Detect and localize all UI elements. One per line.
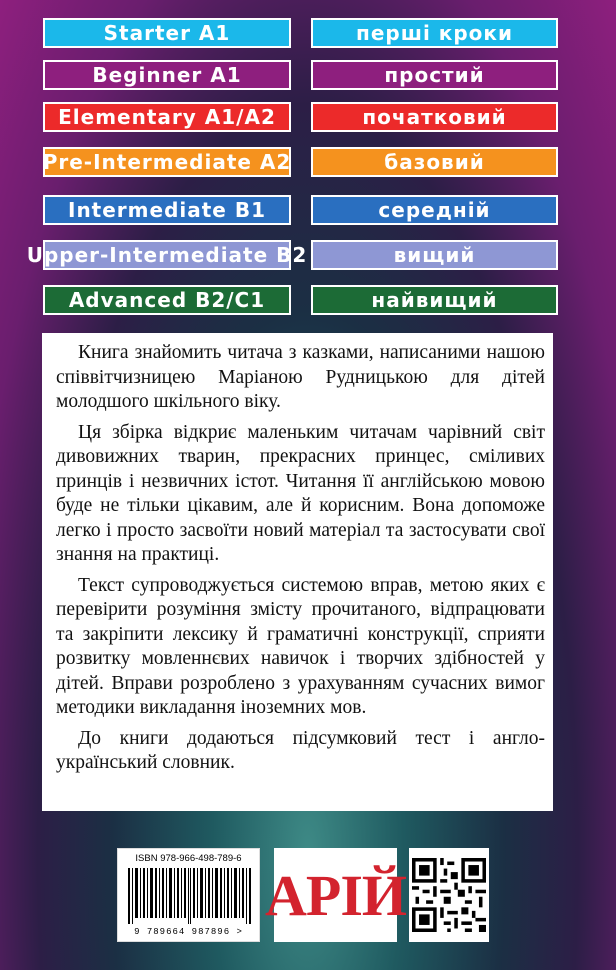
qr-code-icon <box>409 848 489 942</box>
level-label: Intermediate B1 <box>43 195 291 225</box>
description-paragraph: Книга знайомить читача з казками, написаними нашою співвітчизницею Маріаною Рудницькою для дітей молодшого шкільного віку. <box>56 342 545 412</box>
description-paragraph: Текст супроводжується системою вправ, метою яких є перевірити розуміння змісту прочитаного, відпрацювати та закріпити лексику й граматичні конструкції, сприяти розвитку мовленнєвих навичок і творчих здібностей у дітей. Вправи розроблено з урахуванням сучасних вимог методики викладання іноземних мов. <box>56 574 545 718</box>
level-label: Advanced B2/C1 <box>43 285 291 315</box>
book-description <box>42 333 553 811</box>
description-paragraph: До книги додаються підсумковий тест і англо-український словник. <box>56 727 545 773</box>
level-label: Starter A1 <box>43 18 291 48</box>
barcode-number: 9 789664 987896 > <box>134 927 243 937</box>
level-description: найвищий <box>311 285 558 315</box>
back-cover-footer <box>117 848 489 942</box>
publisher-logo-text: АРІЙ <box>265 862 406 928</box>
publisher-logo <box>265 848 406 942</box>
level-description: простий <box>311 60 558 90</box>
barcode-icon <box>117 848 260 942</box>
level-label: Beginner A1 <box>43 60 291 90</box>
description-paragraph: Ця збірка відкриє маленьким читачам чарівний світ дивовижних тварин, прекрасних принцес, сміливих принців і незвичних істот. Читання її англійською мовою буде не тільки цікавим, але й корисним. Вона допоможе легко і просто засвоїти новий матеріал та застосувати свої знання на практиці. <box>56 421 545 565</box>
level-label: Upper-Intermediate B2 <box>43 240 291 270</box>
barcode-bars <box>128 868 251 924</box>
level-description: середній <box>311 195 558 225</box>
level-label: Pre-Intermediate A2 <box>43 147 291 177</box>
qr-code-graphic <box>412 858 486 932</box>
level-description: початковий <box>311 102 558 132</box>
level-label: Elementary A1/A2 <box>43 102 291 132</box>
level-description: перші кроки <box>311 18 558 48</box>
level-description: базовий <box>311 147 558 177</box>
level-description: вищий <box>311 240 558 270</box>
level-table <box>0 0 616 330</box>
isbn-text: ISBN 978-966-498-789-6 <box>135 853 242 864</box>
